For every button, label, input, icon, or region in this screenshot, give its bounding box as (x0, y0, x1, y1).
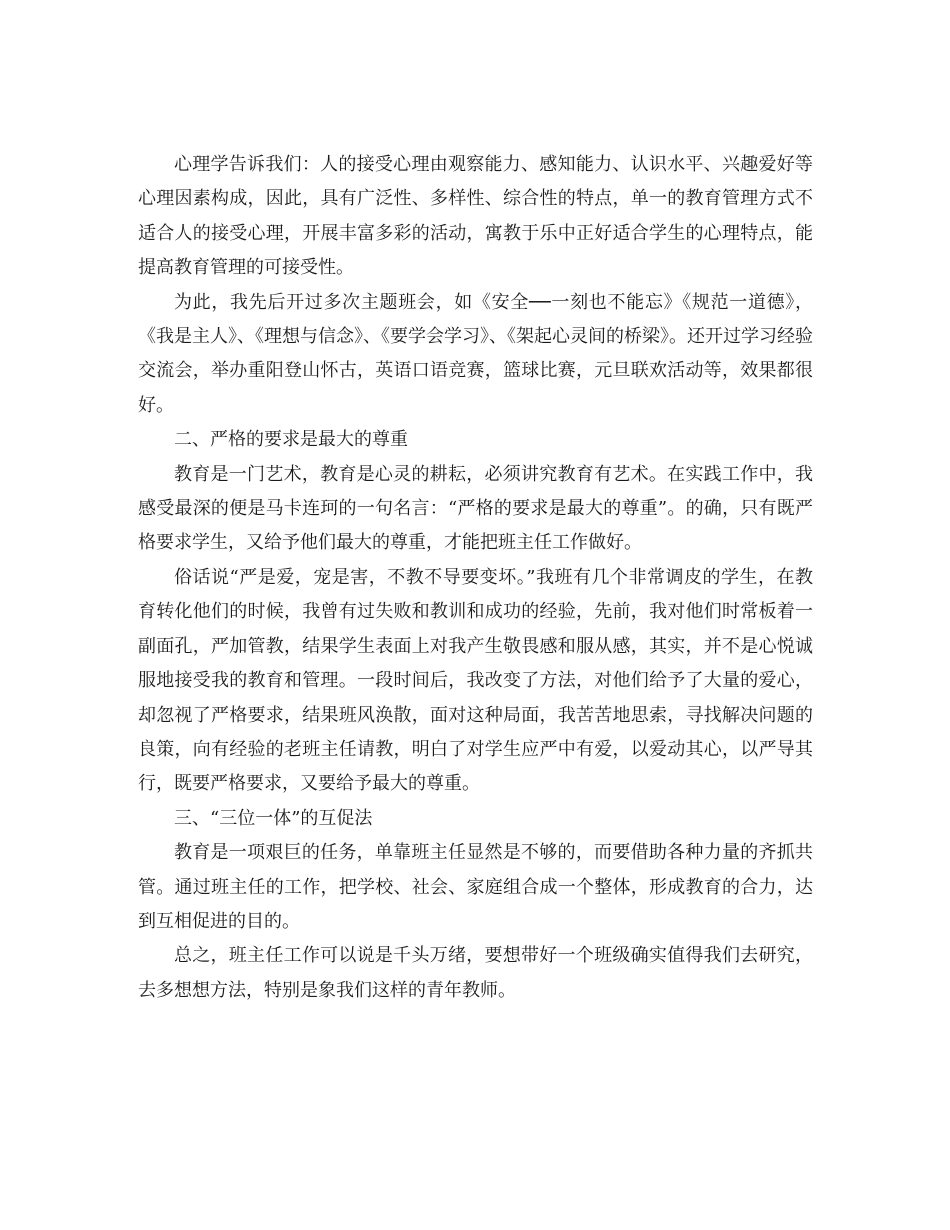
paragraph-6: 总之，班主任工作可以说是千头万绪，要想带好一个班级确实值得我们去研究，去多想想方法，特别是象我们这样的青年教师。 (138, 945, 813, 1001)
paragraph-5: 教育是一项艰巨的任务，单靠班主任显然是不够的，而要借助各种力量的齐抓共管。通过班主任的工作，把学校、社会、家庭组合成一个整体，形成教育的合力，达到互相促进的目的。 (138, 842, 813, 932)
document-body (138, 148, 813, 1008)
paragraph-1: 心理学告诉我们：人的接受心理由观察能力、感知能力、认识水平、兴趣爱好等心理因素构成，因此，具有广泛性、多样性、综合性的特点，单一的教育管理方式不适合人的接受心理，开展丰富多彩的活动，寓教于乐中正好适合学生的心理特点，能提高教育管理的可接受性。 (138, 154, 813, 279)
paragraph-2: 为此，我先后开过多次主题班会，如《安全──一刻也不能忘》《规范一道德》，《我是主人》、《理想与信念》、《要学会学习》、《架起心灵间的桥梁》。还开过学习经验交流会，举办重阳登山怀古，英语口语竞赛，篮球比赛，元旦联欢活动等，效果都很好。 (138, 291, 813, 416)
paragraph-4: 俗话说“严是爱，宠是害，不教不导要变坏。”我班有几个非常调皮的学生，在教育转化他们的时候，我曾有过失败和教训和成功的经验，先前，我对他们时常板着一副面孔，严加管教，结果学生表面上对我产生敬畏感和服从感，其实，并不是心悦诚服地接受我的教育和管理。一段时间后，我改变了方法，对他们给予了大量的爱心，却忽视了严格要求，结果班风涣散，面对这种局面，我苦苦地思索，寻找解决问题的良策，向有经验的老班主任请教，明白了对学生应严中有爱，以爱动其心，以严导其行，既要严格要求，又要给予最大的尊重。 (138, 566, 813, 795)
paragraph-3: 教育是一门艺术，教育是心灵的耕耘，必须讲究教育有艺术。在实践工作中，我感受最深的便是马卡连珂的一句名言：“严格的要求是最大的尊重”。的确，只有既严格要求学生，又给予他们最大的尊重，才能把班主任工作做好。 (138, 463, 813, 554)
section-heading-2: 二、严格的要求是最大的尊重 (174, 429, 408, 451)
section-heading-3: 三、“三位一体”的互促法 (174, 807, 373, 829)
